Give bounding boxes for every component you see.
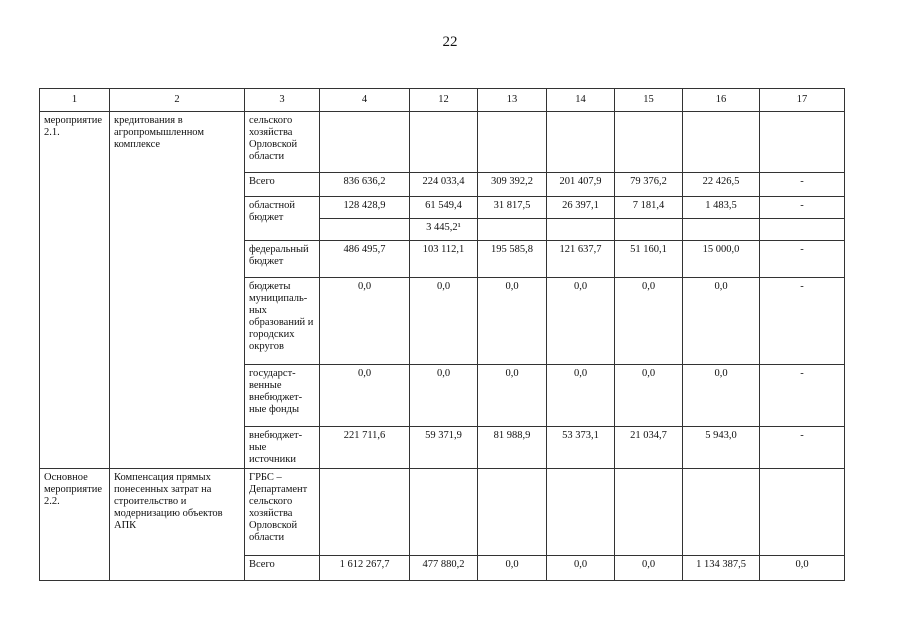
value-cell: 81 988,9 [478,427,547,469]
funding-source-cell: ГРБС – Департамент сельского хозяйства Орловской области [245,469,320,556]
value-cell [320,219,410,241]
value-cell: 21 034,7 [615,427,683,469]
value-cell: 0,0 [615,556,683,581]
column-header: 13 [478,89,547,112]
table-row [40,469,845,556]
value-cell: 477 880,2 [410,556,478,581]
value-cell: 0,0 [410,278,478,365]
value-cell: 0,0 [683,278,760,365]
value-cell: 51 160,1 [615,241,683,278]
value-cell: 22 426,5 [683,173,760,197]
header-row [40,89,845,112]
funding-source-cell: внебюджет-ные источники [245,427,320,469]
value-cell: 0,0 [320,278,410,365]
value-cell [683,469,760,556]
value-cell: 0,0 [320,365,410,427]
value-cell: 59 371,9 [410,427,478,469]
value-cell [760,219,845,241]
value-cell: 0,0 [478,278,547,365]
value-cell: 201 407,9 [547,173,615,197]
value-cell: 221 711,6 [320,427,410,469]
page-number: 22 [442,34,458,50]
funding-source-cell: бюджеты муниципаль-ных образований и городских округов [245,278,320,365]
value-cell [615,112,683,173]
value-cell [615,219,683,241]
value-cell: - [760,241,845,278]
value-cell: 836 636,2 [320,173,410,197]
budget-table [39,88,845,581]
event-number-cell: мероприятие 2.1. [40,112,110,469]
value-cell: 79 376,2 [615,173,683,197]
value-cell: 5 943,0 [683,427,760,469]
value-cell: - [760,173,845,197]
value-cell: 7 181,4 [615,197,683,219]
value-cell [615,469,683,556]
event-name-cell: Компенсация прямых понесенных затрат на строительство и модернизацию объектов АПК [110,469,245,581]
table-row [40,112,845,173]
value-cell [478,469,547,556]
column-header: 4 [320,89,410,112]
event-number-cell: Основное мероприятие 2.2. [40,469,110,581]
value-cell: 224 033,4 [410,173,478,197]
value-cell: 0,0 [478,556,547,581]
value-cell [320,112,410,173]
value-cell [760,469,845,556]
value-cell: 31 817,5 [478,197,547,219]
value-cell: 103 112,1 [410,241,478,278]
value-cell [478,112,547,173]
value-cell: 0,0 [615,365,683,427]
value-cell [683,112,760,173]
value-cell: 1 612 267,7 [320,556,410,581]
column-header: 16 [683,89,760,112]
value-cell [547,112,615,173]
value-cell: - [760,365,845,427]
value-cell: 1 483,5 [683,197,760,219]
column-header: 14 [547,89,615,112]
value-cell [683,219,760,241]
value-cell: 486 495,7 [320,241,410,278]
funding-source-cell: сельского хозяйства Орловской области [245,112,320,173]
value-cell: 0,0 [547,278,615,365]
value-cell: 0,0 [478,365,547,427]
value-cell: 53 373,1 [547,427,615,469]
funding-source-cell: федеральный бюджет [245,241,320,278]
value-cell: 0,0 [683,365,760,427]
event-name-cell: кредитования в агропромышленном комплексе [110,112,245,469]
value-cell [478,219,547,241]
value-cell [760,112,845,173]
value-cell: 195 585,8 [478,241,547,278]
value-cell: 0,0 [760,556,845,581]
value-cell: 309 392,2 [478,173,547,197]
value-cell [410,112,478,173]
value-cell [547,219,615,241]
column-header: 1 [40,89,110,112]
value-cell [547,469,615,556]
funding-source-cell: Всего [245,556,320,581]
value-cell: 0,0 [547,365,615,427]
value-cell: 0,0 [547,556,615,581]
value-cell: - [760,197,845,219]
column-header: 2 [110,89,245,112]
value-cell: - [760,427,845,469]
column-header: 15 [615,89,683,112]
value-cell: 61 549,4 [410,197,478,219]
column-header: 17 [760,89,845,112]
column-header: 12 [410,89,478,112]
funding-source-cell: областной бюджет [245,197,320,241]
funding-source-cell: государст-венные внебюджет-ные фонды [245,365,320,427]
value-cell: 0,0 [615,278,683,365]
funding-source-cell: Всего [245,173,320,197]
value-cell: 121 637,7 [547,241,615,278]
value-cell: 0,0 [410,365,478,427]
value-cell: 128 428,9 [320,197,410,219]
value-cell [410,469,478,556]
column-header: 3 [245,89,320,112]
value-cell [320,469,410,556]
value-cell: 1 134 387,5 [683,556,760,581]
value-cell: 26 397,1 [547,197,615,219]
value-cell: 3 445,2¹ [410,219,478,241]
value-cell: 15 000,0 [683,241,760,278]
value-cell: - [760,278,845,365]
